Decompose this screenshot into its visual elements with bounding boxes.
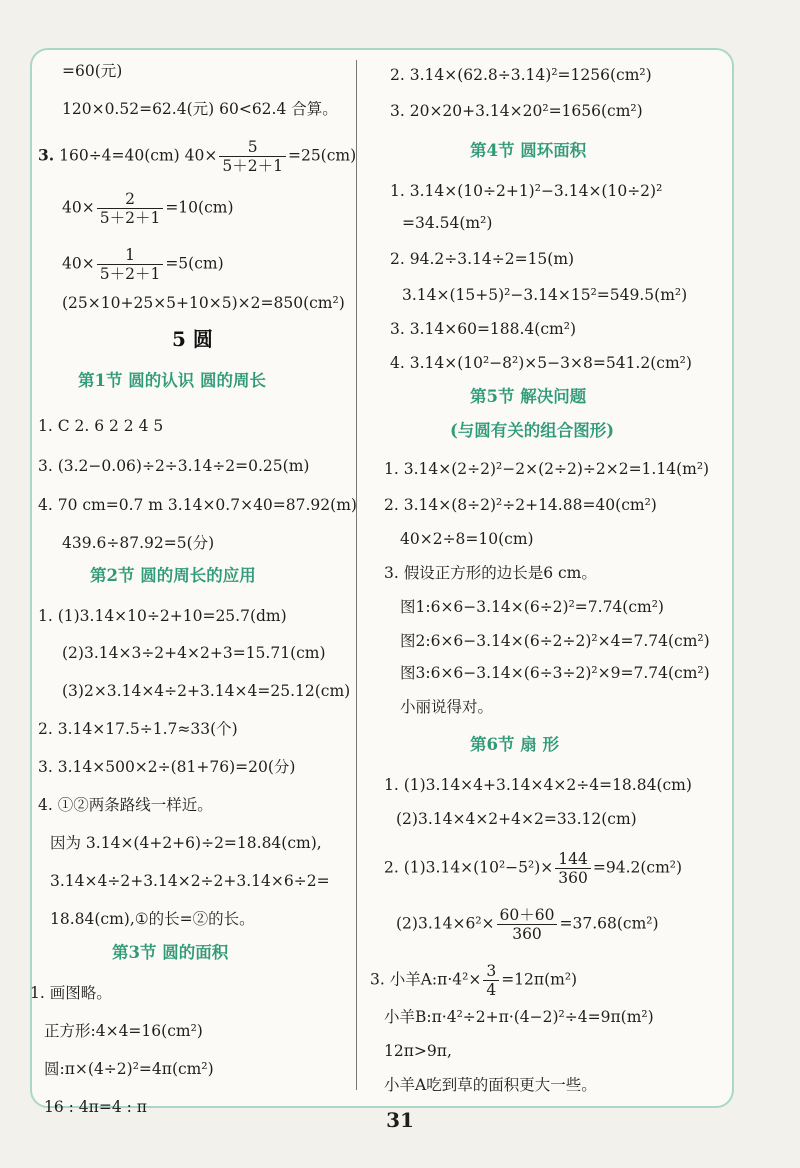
left-line: 120×0.52=62.4(元) 60<62.4 合算。: [62, 100, 338, 118]
section-heading: 第2节 圆的周长的应用: [90, 566, 256, 585]
fraction: $\frac{1}{5+2+1}$: [97, 246, 164, 283]
right-line: =34.54(m²): [402, 214, 493, 232]
right-line: 图1:6×6−3.14×(6÷2)²=7.74(cm²): [400, 598, 664, 616]
left-line: 3. (3.2−0.06)÷2÷3.14÷2=0.25(m): [38, 457, 310, 475]
right-line: 小羊B:π·4²÷2+π·(4−2)²÷4=9π(m²): [384, 1008, 654, 1026]
right-line: 1. (1)3.14×4+3.14×4×2÷4=18.84(cm): [384, 776, 692, 794]
right-line: 3. 假设正方形的边长是6 cm。: [384, 564, 597, 582]
left-line: 3. 3.14×500×2÷(81+76)=20(分): [38, 758, 296, 776]
right-line: 3. 20×20+3.14×20²=1656(cm²): [390, 102, 643, 120]
column-divider: [356, 60, 357, 1090]
right-line: (2)3.14×6²× $\frac{60+60}{360}$ =37.68(cm²): [396, 906, 659, 943]
fraction: $\frac{3}{4}$: [483, 962, 499, 999]
left-line: =60(元): [62, 62, 123, 80]
left-line: 1. (1)3.14×10÷2+10=25.7(dm): [38, 607, 287, 625]
left-line: 圆:π×(4÷2)²=4π(cm²): [44, 1060, 214, 1078]
left-line: 2. 3.14×17.5÷1.7≈33(个): [38, 720, 238, 738]
left-line: 1. C 2. 6 2 2 4 5: [38, 417, 164, 435]
right-line: 3. 小羊A:π·4²× $\frac{3}{4}$ =12π(m²): [370, 962, 578, 999]
left-line: 40× $\frac{1}{5+2+1}$ =5(cm): [62, 246, 224, 283]
section-subheading: (与圆有关的组合图形): [450, 421, 615, 440]
right-line: 2. (1)3.14×(10²−5²)× $\frac{144}{360}$ =94.2(cm²): [384, 850, 683, 887]
right-line: 4. 3.14×(10²−8²)×5−3×8=541.2(cm²): [390, 354, 692, 372]
section-heading: 第5节 解决问题: [470, 387, 587, 406]
left-line: 1. 画图略。: [30, 984, 112, 1002]
right-line: 3. 3.14×60=188.4(cm²): [390, 320, 576, 338]
page-number: 31: [386, 1108, 414, 1132]
chapter-title: 5 圆: [172, 327, 213, 351]
right-line: 小丽说得对。: [400, 698, 494, 716]
fraction: $\frac{144}{360}$: [555, 850, 591, 887]
right-line: 图2:6×6−3.14×(6÷2÷2)²×4=7.74(cm²): [400, 632, 710, 650]
left-line: 因为 3.14×(4+2+6)÷2=18.84(cm),: [50, 834, 322, 852]
right-line: 12π>9π,: [384, 1042, 452, 1060]
right-line: (2)3.14×4×2+4×2=33.12(cm): [396, 810, 637, 828]
left-line: 4. 70 cm=0.7 m 3.14×0.7×40=87.92(m): [38, 496, 357, 514]
left-line: (3)2×3.14×4÷2+3.14×4=25.12(cm): [62, 682, 351, 700]
right-line: 1. 3.14×(10÷2+1)²−3.14×(10÷2)²: [390, 182, 663, 200]
section-heading: 第1节 圆的认识 圆的周长: [78, 371, 266, 390]
left-line: 18.84(cm),①的长=②的长。: [50, 910, 255, 928]
right-line: 2. 3.14×(8÷2)²÷2+14.88=40(cm²): [384, 496, 657, 514]
right-line: 1. 3.14×(2÷2)²−2×(2÷2)÷2×2=1.14(m²): [384, 460, 710, 478]
section-heading: 第3节 圆的面积: [112, 943, 229, 962]
right-line: 2. 94.2÷3.14÷2=15(m): [390, 250, 575, 268]
left-line: (25×10+25×5+10×5)×2=850(cm²): [62, 294, 345, 312]
left-line: 439.6÷87.92=5(分): [62, 534, 215, 552]
left-line: (2)3.14×3÷2+4×2+3=15.71(cm): [62, 644, 326, 662]
section-heading: 第4节 圆环面积: [470, 141, 587, 160]
fraction: $\frac{5}{5+2+1}$: [219, 138, 286, 175]
left-line: 4. ①②两条路线一样近。: [38, 796, 213, 814]
left-line: 正方形:4×4=16(cm²): [44, 1022, 203, 1040]
section-heading: 第6节 扇 形: [470, 735, 559, 754]
right-line: 40×2÷8=10(cm): [400, 530, 534, 548]
right-line: 2. 3.14×(62.8÷3.14)²=1256(cm²): [390, 66, 652, 84]
fraction: $\frac{2}{5+2+1}$: [97, 190, 164, 227]
left-line: 3.14×4÷2+3.14×2÷2+3.14×6÷2=: [50, 872, 330, 890]
right-line: 3.14×(15+5)²−3.14×15²=549.5(m²): [402, 286, 688, 304]
right-line: 图3:6×6−3.14×(6÷3÷2)²×9=7.74(cm²): [400, 664, 710, 682]
left-line: 16 : 4π=4 : π: [44, 1098, 147, 1116]
right-line: 小羊A吃到草的面积更大一些。: [384, 1076, 597, 1094]
left-line: 3. 160÷4=40(cm) 40× $\frac{5}{5+2+1}$ =25(cm): [38, 138, 357, 175]
fraction: $\frac{60+60}{360}$: [497, 906, 558, 943]
left-line: 40× $\frac{2}{5+2+1}$ =10(cm): [62, 190, 234, 227]
